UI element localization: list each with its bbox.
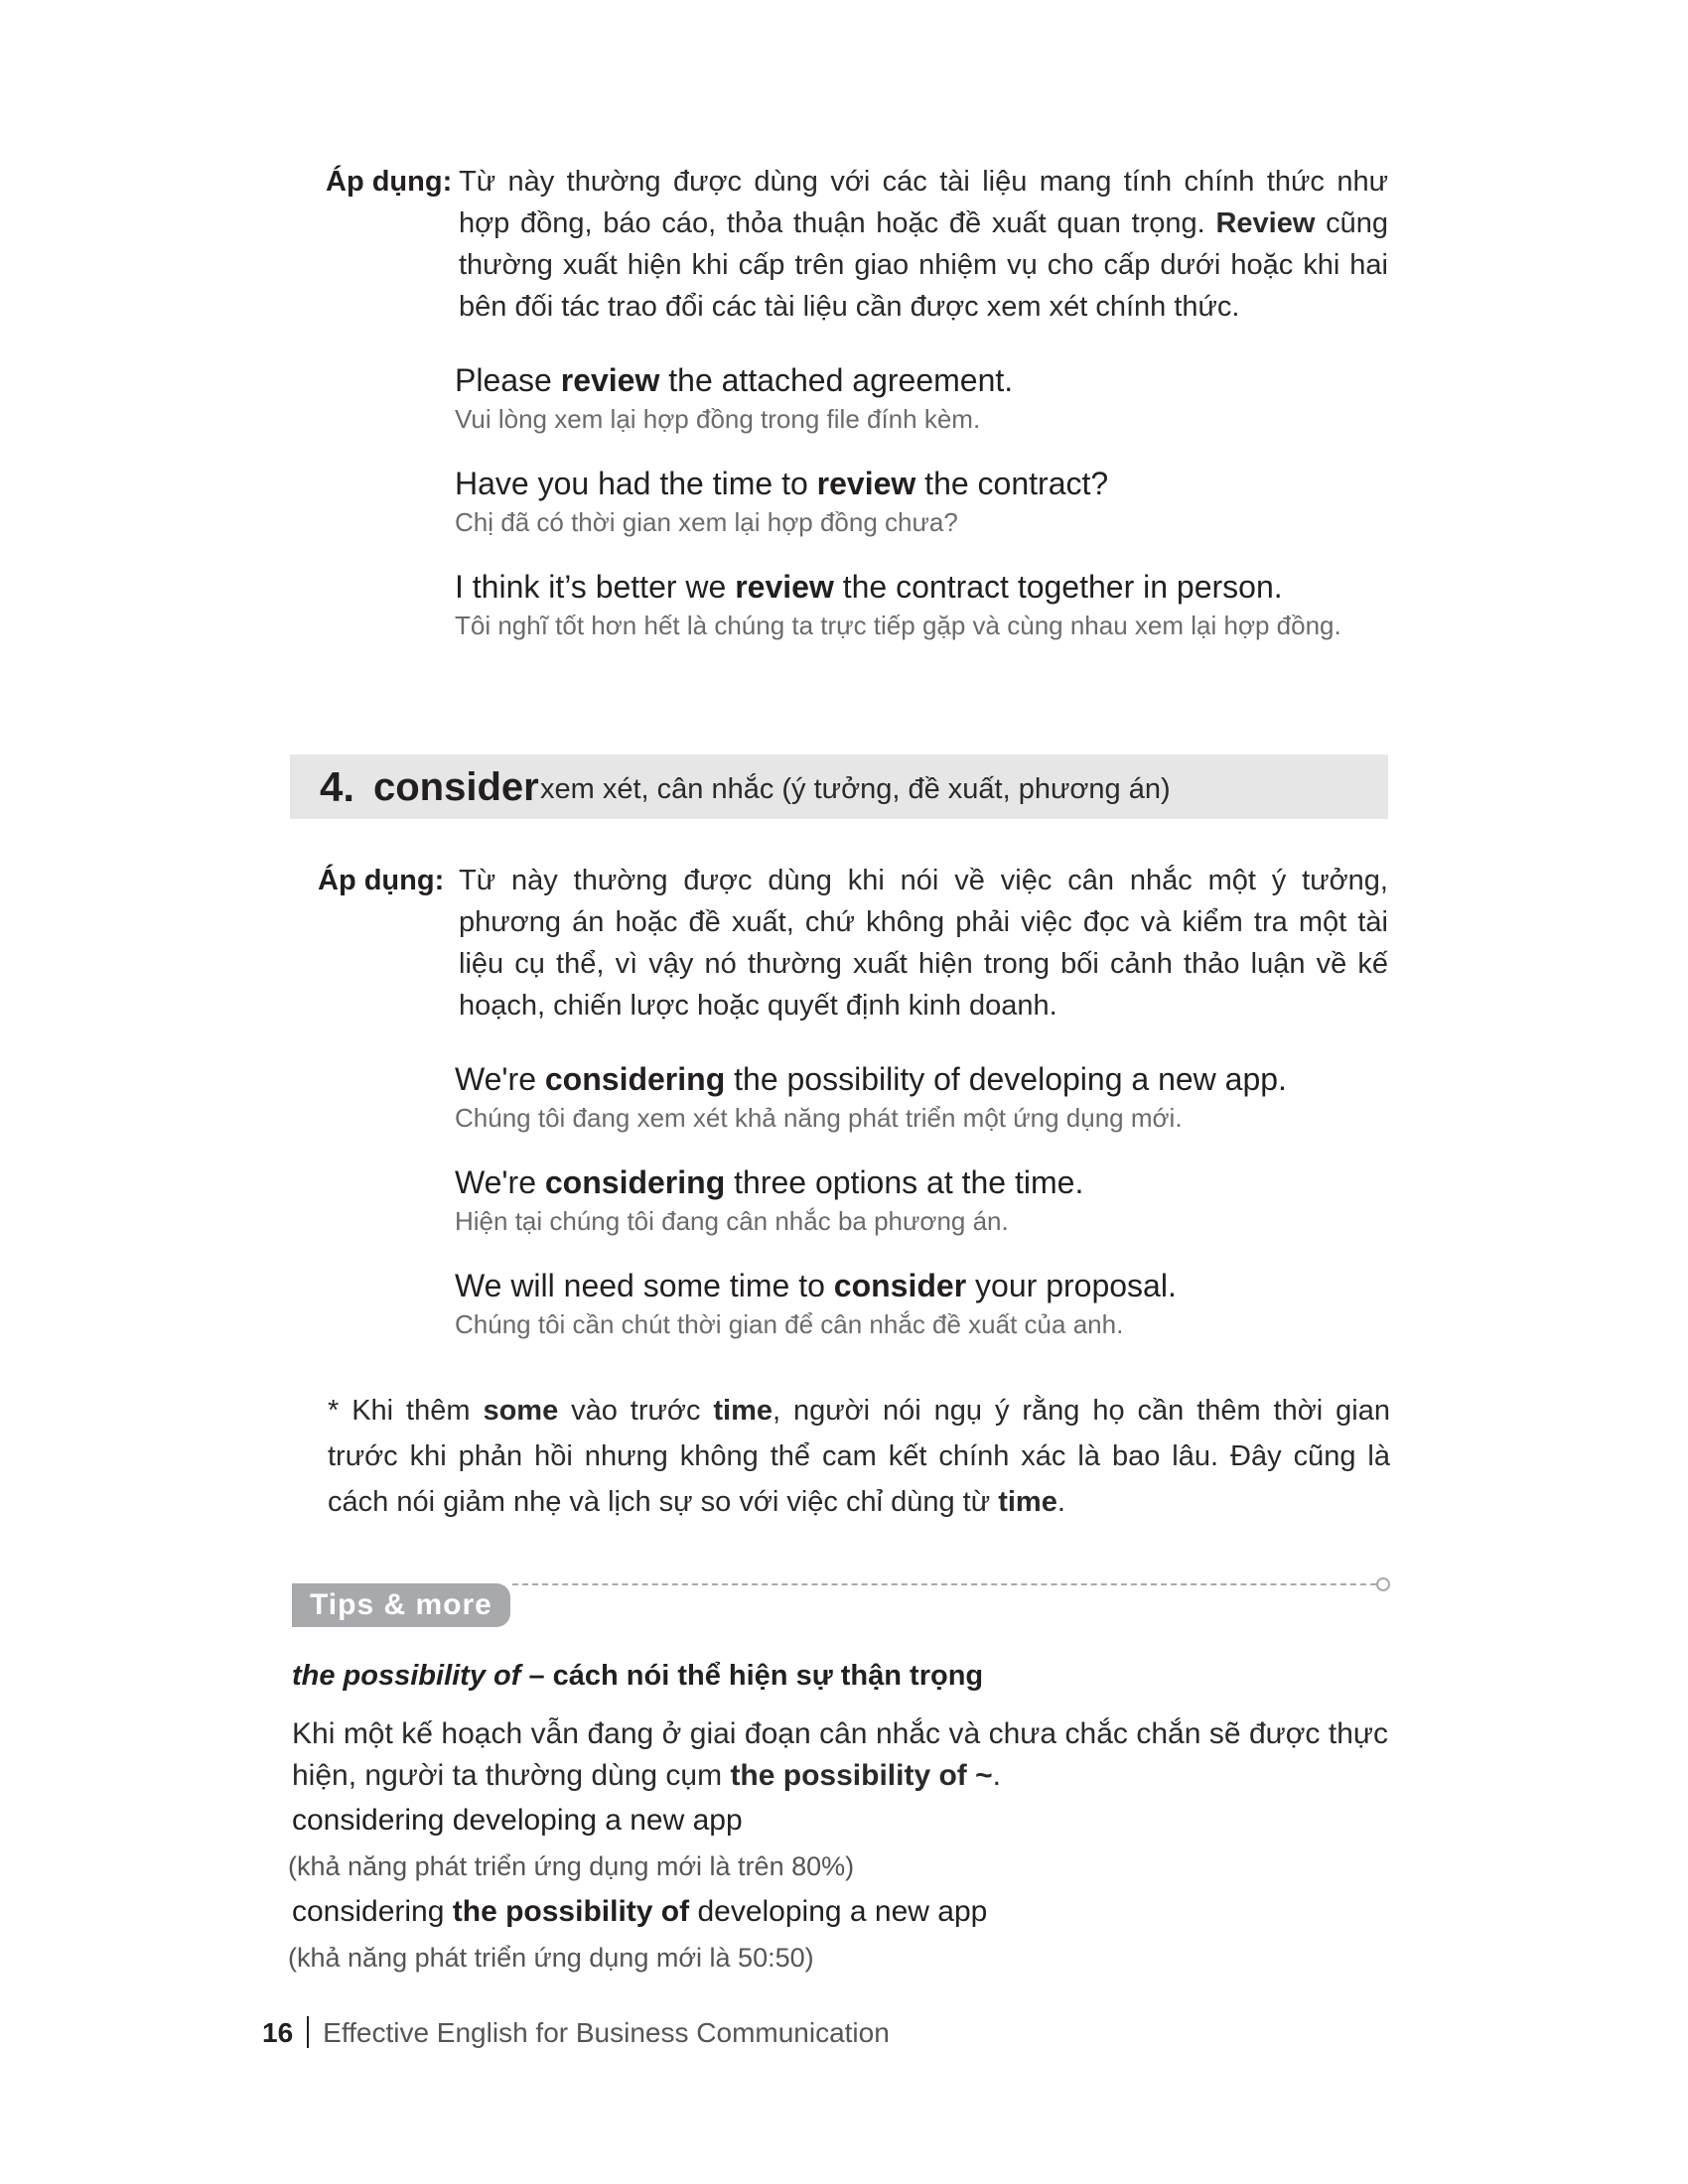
example-vi: Chị đã có thời gian xem lại hợp đồng chưa? bbox=[455, 507, 958, 537]
example-6 bbox=[455, 1265, 1177, 1342]
apdung-text-1 bbox=[459, 161, 1388, 328]
apdung-text-2: Từ này thường được dùng khi nói về việc cân nhắc một ý tưởng, phương án hoặc đề xuất, chứ không phải việc đọc và kiểm tra một tài liệu cụ thể, vì vậy nó thường xuất hiện trong bối cảnh thảo luận về kế hoạch, chiến lược hoặc quyết định kinh doanh. bbox=[459, 865, 1388, 1022]
page-footer bbox=[262, 2015, 890, 2051]
example-1 bbox=[455, 359, 1013, 437]
tips-example-2-en: considering the possibility of developing a new app bbox=[292, 1895, 988, 1928]
tips-divider-end-dot bbox=[1376, 1577, 1390, 1591]
example-vi: Tôi nghĩ tốt hơn hết là chúng ta trực tiếp gặp và cùng nhau xem lại hợp đồng. bbox=[455, 611, 1341, 640]
example-vi: Hiện tại chúng tôi đang cân nhắc ba phương án. bbox=[455, 1206, 1009, 1236]
tips-example-2-vi: (khả năng phát triển ứng dụng mới là 50:50) bbox=[288, 1943, 814, 1973]
example-vi: Chúng tôi cần chút thời gian để cân nhắc đề xuất của anh. bbox=[455, 1309, 1124, 1339]
tips-body: Khi một kế hoạch vẫn đang ở giai đoạn cân nhắc và chưa chắc chắn sẽ được thực hiện, người ta thường dùng cụm the possibility of ~. bbox=[292, 1717, 1388, 1792]
heading-word: consider bbox=[373, 765, 539, 809]
example-en: I think it’s better we review the contract together in person. bbox=[455, 569, 1283, 605]
apdung-label-1: Áp dụng: bbox=[326, 166, 453, 198]
heading-number: 4. bbox=[320, 763, 355, 810]
example-en: We're considering the possibility of developing a new app. bbox=[455, 1061, 1287, 1097]
example-vi: Chúng tôi đang xem xét khả năng phát triển một ứng dụng mới. bbox=[455, 1103, 1183, 1133]
footer-separator bbox=[307, 2016, 309, 2048]
example-en: Have you had the time to review the contract? bbox=[455, 466, 1109, 501]
tips-example-1-vi: (khả năng phát triển ứng dụng mới là trên 80%) bbox=[288, 1851, 855, 1881]
book-title: Effective English for Business Communication bbox=[323, 2017, 890, 2048]
apdung-text-1-b: cũng thường xuất hiện khi cấp trên giao nhiệm vụ cho cấp dưới hoặc khi hai bên đối tác trao đổi các tài liệu cần được xem xét chính thức. bbox=[459, 207, 1388, 323]
example-en: Please review the attached agreement. bbox=[455, 362, 1014, 398]
example-4 bbox=[455, 1058, 1287, 1136]
tips-divider bbox=[512, 1583, 1376, 1585]
apdung-text-1-bold: Review bbox=[1215, 207, 1316, 239]
example-en: We will need some time to consider your proposal. bbox=[455, 1268, 1177, 1303]
tips-title: the possibility of – cách nói thể hiện sự thận trọng bbox=[292, 1660, 984, 1692]
apdung-label-2: Áp dụng: bbox=[318, 865, 445, 896]
vocab-heading bbox=[290, 754, 1388, 819]
tips-tab: Tips & more bbox=[292, 1583, 510, 1627]
example-2 bbox=[455, 463, 1108, 540]
page-number: 16 bbox=[262, 2017, 294, 2048]
example-5 bbox=[455, 1161, 1083, 1239]
apdung-text-1-a: Từ này thường được dùng với các tài liệu mang tính chính thức như hợp đồng, báo cáo, thỏa thuận hoặc đề xuất quan trọng. bbox=[459, 166, 1388, 239]
example-en: We're considering three options at the time. bbox=[455, 1164, 1084, 1200]
example-3 bbox=[455, 566, 1341, 643]
usage-note: * Khi thêm some vào trước time, người nói ngụ ý rằng họ cần thêm thời gian trước khi phản hồi nhưng không thể cam kết chính xác là bao lâu. Đây cũng là cách nói giảm nhẹ và lịch sự so với việc chỉ dùng từ time. bbox=[328, 1395, 1390, 1518]
heading-meaning: xem xét, cân nhắc (ý tưởng, đề xuất, phương án) bbox=[540, 773, 1171, 805]
tips-example-1-en: considering developing a new app bbox=[292, 1804, 743, 1837]
example-vi: Vui lòng xem lại hợp đồng trong file đính kèm. bbox=[455, 404, 981, 434]
